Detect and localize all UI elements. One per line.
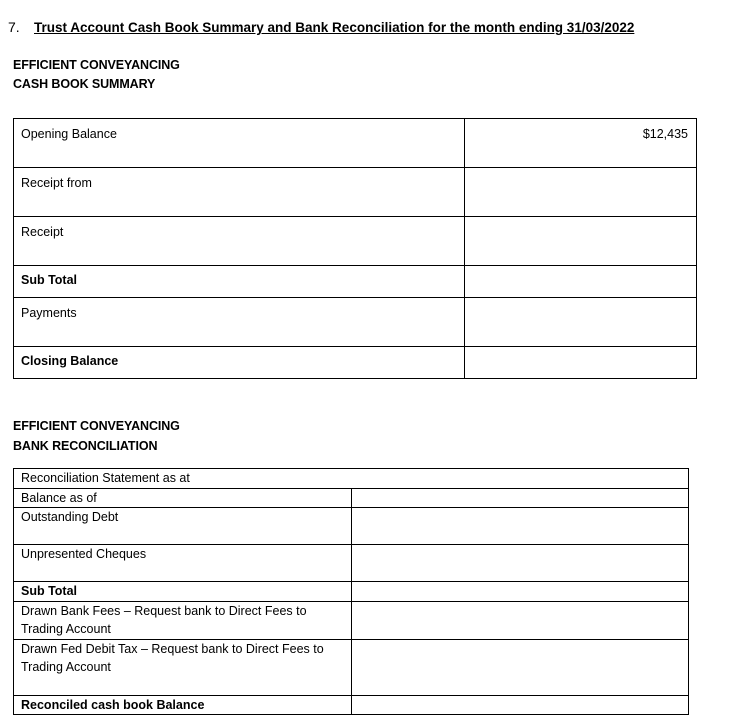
row-value[interactable] (352, 545, 689, 582)
question-title: Trust Account Cash Book Summary and Bank Reconciliation for the month ending 31/03/2022 (34, 20, 635, 35)
row-label: Sub Total (14, 582, 352, 602)
cashbook-subtitle: CASH BOOK SUMMARY (13, 77, 156, 91)
table-row (14, 298, 697, 347)
row-label: Closing Balance (14, 347, 465, 379)
row-label: Outstanding Debt (14, 508, 352, 545)
cashbook-summary-table (13, 118, 697, 379)
row-value[interactable] (352, 508, 689, 545)
row-label: Sub Total (14, 266, 465, 298)
table-row (14, 168, 697, 217)
reconciliation-header: Reconciliation Statement as at (14, 469, 689, 489)
row-value[interactable] (352, 601, 689, 639)
row-label: Drawn Bank Fees – Request bank to Direct Fees to Trading Account (14, 601, 352, 639)
cashbook-company: EFFICIENT CONVEYANCING (13, 58, 180, 72)
bankrec-subtitle: BANK RECONCILIATION (13, 439, 158, 453)
bank-reconciliation-table (13, 468, 689, 715)
table-row (14, 266, 697, 298)
table-row (14, 582, 689, 602)
row-label: Unpresented Cheques (14, 545, 352, 582)
row-label: Reconciled cash book Balance (14, 695, 352, 715)
row-label: Receipt (14, 217, 465, 266)
bankrec-company: EFFICIENT CONVEYANCING (13, 419, 180, 433)
row-value[interactable] (352, 582, 689, 602)
row-label: Payments (14, 298, 465, 347)
question-heading (8, 19, 634, 35)
row-label: Drawn Fed Debit Tax – Request bank to Direct Fees to Trading Account (14, 639, 352, 695)
table-row (14, 347, 697, 379)
row-value[interactable] (465, 168, 697, 217)
row-value[interactable] (465, 347, 697, 379)
row-label: Receipt from (14, 168, 465, 217)
row-value[interactable] (352, 488, 689, 508)
row-value[interactable] (352, 639, 689, 695)
table-row (14, 119, 697, 168)
table-row (14, 639, 689, 695)
table-row (14, 508, 689, 545)
question-number: 7. (8, 19, 20, 35)
row-value[interactable]: $12,435 (465, 119, 697, 168)
table-row (14, 601, 689, 639)
row-value[interactable] (465, 298, 697, 347)
row-value[interactable] (465, 217, 697, 266)
row-label: Balance as of (14, 488, 352, 508)
table-row (14, 488, 689, 508)
table-header-row (14, 469, 689, 489)
table-row (14, 695, 689, 715)
table-row (14, 217, 697, 266)
row-value[interactable] (352, 695, 689, 715)
table-row (14, 545, 689, 582)
row-value[interactable] (465, 266, 697, 298)
row-label: Opening Balance (14, 119, 465, 168)
